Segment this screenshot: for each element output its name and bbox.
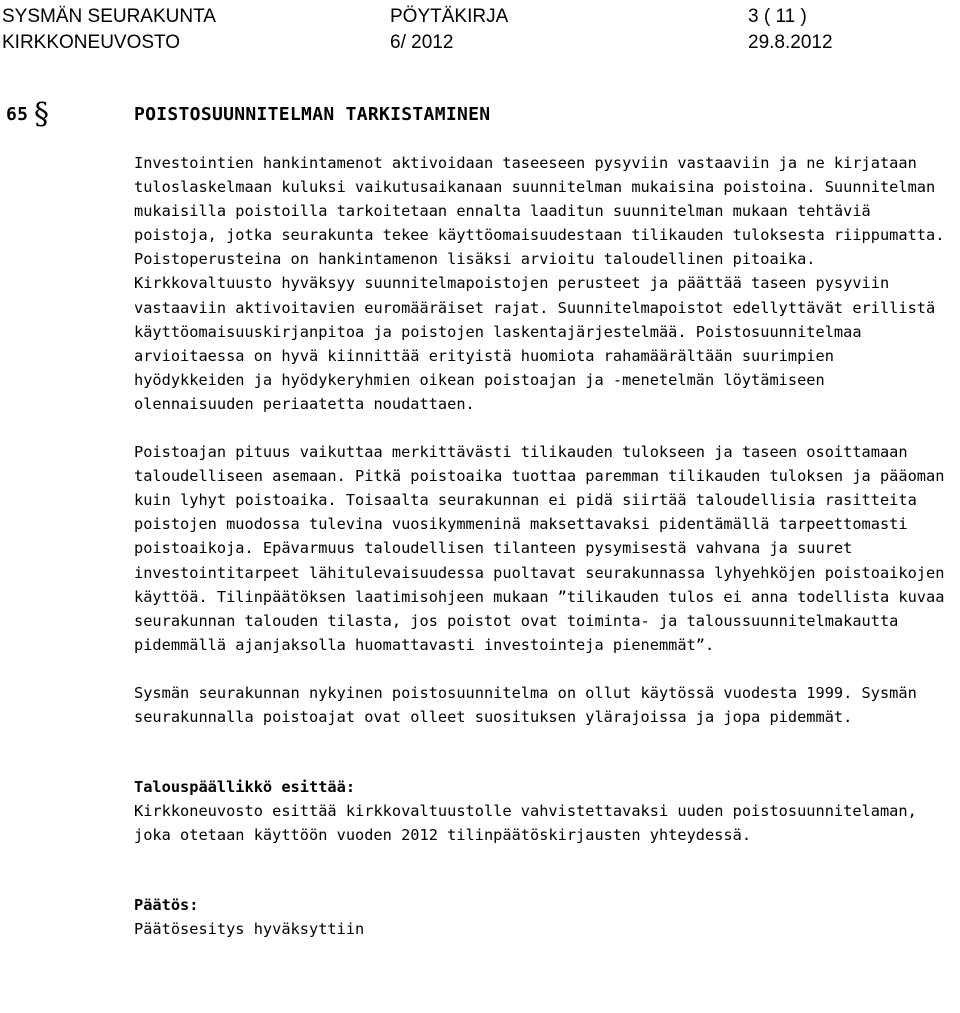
org-name: SYSMÄN SEURAKUNTA [2, 6, 216, 27]
body-name: KIRKKONEUVOSTO [2, 32, 181, 53]
paragraph-2: Poistoajan pituus vaikuttaa merkittävästi tilikauden tulokseen ja taseen osoittamaan taloudelliseen asemaan. Pitkä poistoaika tuottaa paremman tilikauden tuloksen ja pääoman kuin lyhyt poistoaika. Toisaalta seurakunnan ei pidä siirtää taloudellisia rasitteita poistojen muodossa tulevina vuosikymmeninä maksettavaksi pidentämällä tarpeettomasti poistoaikoja. Epävarmuus taloudellisen tilanteen pysymisestä vahvana ja suuret investointitarpeet lähitulevaisuudessa puoltavat seurakunnassa lyhyehköjen poistoaikojen käyttöä. Tilinpäätöksen laatimisohjeen mukaan ”tilikauden tulos ei anna todellista kuvaa seurakunnan talouden tilasta, jos poistot ovat toiminta- ja taloussuunnitelmakautta pidemmällä ajanjaksolla huomattavasti investointeja pienemmät”. [134, 443, 945, 654]
document-body [134, 151, 949, 942]
meeting-number: 6/ 2012 [390, 32, 454, 53]
proposal-text: Kirkkoneuvosto esittää kirkkovaltuustolle vahvistettavaksi uuden poistosuunnitelaman, joka otetaan käyttöön vuoden 2012 tilinpäätöskirjausten yhteydessä. [134, 802, 917, 845]
doc-type: PÖYTÄKIRJA [390, 6, 509, 27]
decision-heading: Päätös: [134, 896, 199, 915]
meeting-date: 29.8.2012 [748, 32, 833, 53]
section-title: POISTOSUUNNITELMAN TARKISTAMINEN [134, 104, 491, 125]
section-number: 65 [6, 104, 29, 125]
section-symbol: § [34, 97, 49, 132]
paragraph-1: Investointien hankintamenot aktivoidaan taseeseen pysyviin vastaaviin ja ne kirjataan tuloslaskelmaan kuluksi vaikutusaikanaan suunnitelman mukaisina poistoina. Suunnitelman mukaisilla poistoilla tarkoitetaan ennalta laaditun suunnitelman mukaan tehtäviä poistoja, jotka seurakunta tekee käyttöomaisuudestaan tilikauden tuloksesta riippumatta. Poistoperusteina on hankintamenon lisäksi arvioitu taloudellinen pitoaika. Kirkkovaltuusto hyväksyy suunnitelmapoistojen perusteet ja päättää taseen pysyviin vastaaviin aktivoitavien euromääräiset rajat. Suunnitelmapoistot edellyttävät erillistä käyttöomaisuuskirjanpitoa ja poistojen laskentajärjestelmää. Poistosuunnitelmaa arvioitaessa on hyvä kiinnittää erityistä huomiota rahamäärältään suurimpien hyödykkeiden ja hyödykeryhmien oikean poistoajan ja -menetelmän löytämiseen olennaisuuden periaatetta noudattaen. [134, 154, 945, 413]
page-number: 3 ( 11 ) [748, 6, 807, 27]
paragraph-3: Sysmän seurakunnan nykyinen poistosuunnitelma on ollut käytössä vuodesta 1999. Sysmän seurakunnalla poistoajat ovat olleet suosituksen ylärajoissa ja jopa pidemmät. [134, 683, 917, 726]
decision-text: Päätösesitys hyväksyttiin [134, 920, 365, 939]
proposal-heading: Talouspäällikkö esittää: [134, 778, 356, 797]
